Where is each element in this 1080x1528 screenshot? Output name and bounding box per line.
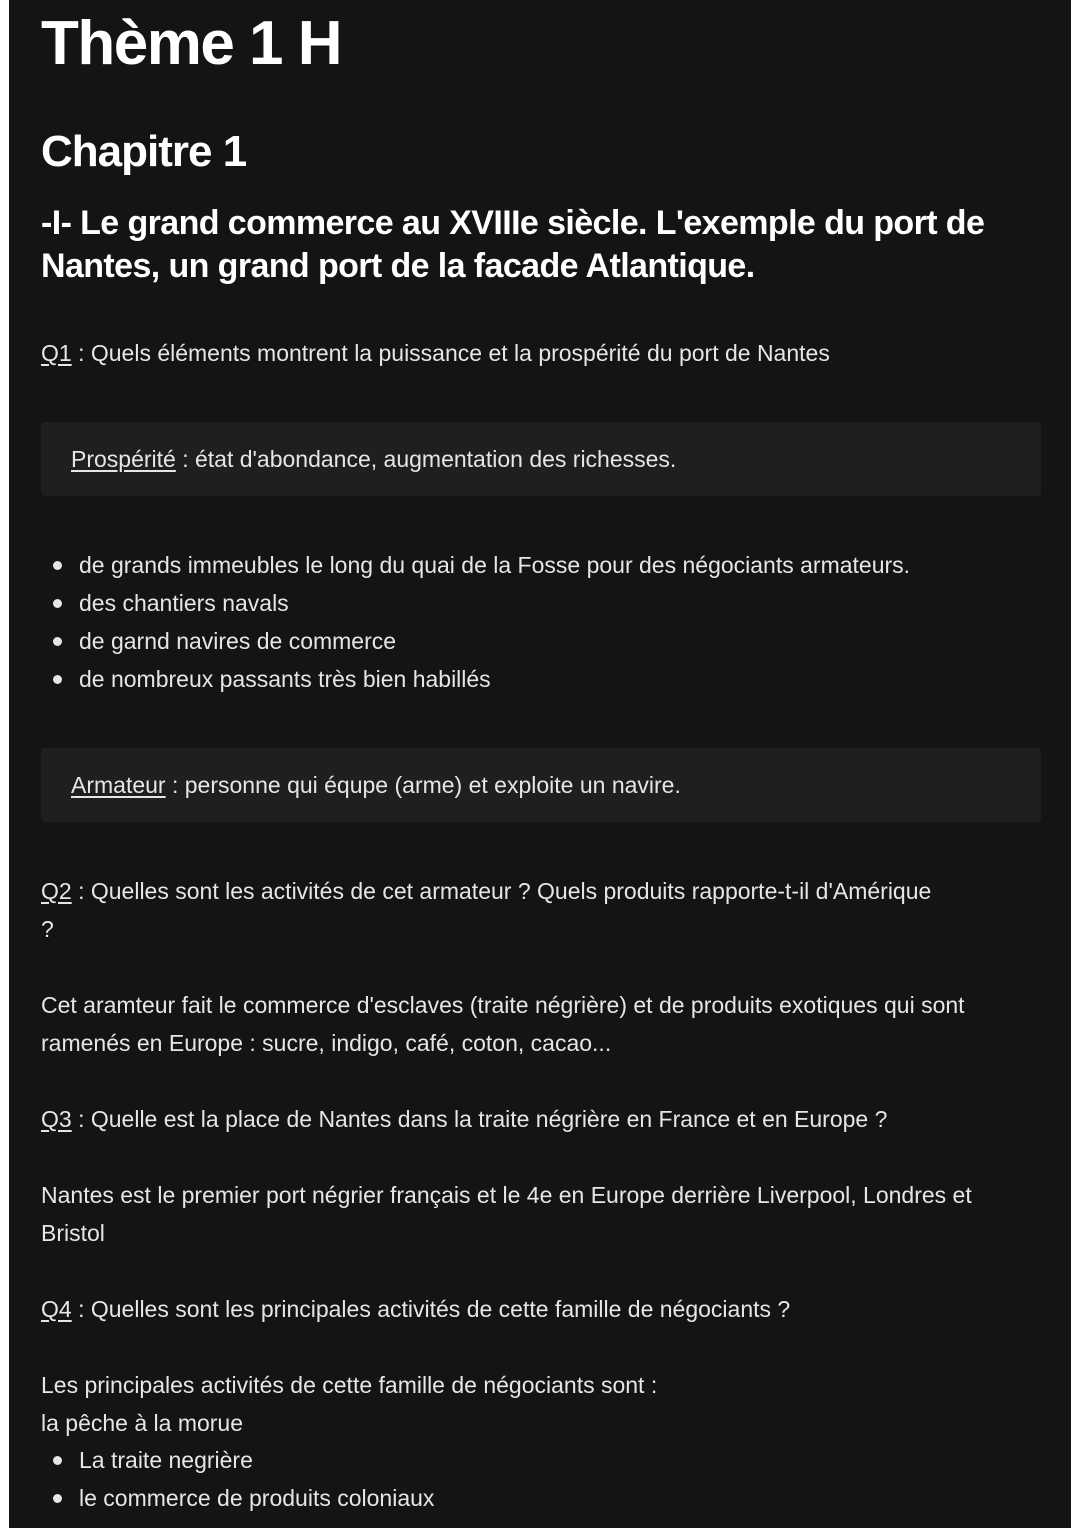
section-heading: -I- Le grand commerce au XVIIIe siècle. L'exemple du port de Nantes, un grand port de la facade Atlantique. [41,204,985,285]
question-3-answer: Nantes est le premier port négrier français et le 4e en Europe derrière Liverpool, Londres et Bristol [41,1182,972,1246]
definition-term: Prospérité [71,446,176,472]
question-1-ref: Q1 [41,340,72,366]
list-item: des chantiers navals [49,584,1059,622]
question-2 [41,872,941,948]
chapter-heading: Chapitre 1 [41,127,247,176]
definition-callout-armateur [41,748,1041,822]
question-2-ref: Q2 [41,878,72,904]
list-item: de grands immeubles le long du quai de la Fosse pour des négociants armateurs. [49,546,1059,584]
question-1 [41,334,1041,372]
list-item: de garnd navires de commerce [49,622,1059,660]
definition-callout-prosperite [41,422,1041,496]
list-item: de nombreux passants très bien habillés [49,660,1059,698]
question-4-text: : Quelles sont les principales activités de cette famille de négociants ? [71,1296,791,1322]
question-4-answer-line: la pêche à la morue [41,1410,244,1436]
question-1-text: : Quels éléments montrent la puissance et la prospérité du port de Nantes [71,340,830,366]
question-2-answer: Cet aramteur fait le commerce d'esclaves (traite négrière) et de produits exotiques qui sont ramenés en Europe : sucre, indigo, café, coton, cacao... [41,992,965,1056]
question-4 [41,1290,1041,1328]
question-3-text: : Quelle est la place de Nantes dans la traite négrière en France et en Europe ? [71,1106,888,1132]
definition-text: : état d'abondance, augmentation des richesses. [175,446,677,472]
list-item: le commerce de produits coloniaux [49,1479,1059,1517]
page-title: Thème 1 H [41,9,342,78]
question-3 [41,1100,1041,1138]
question-2-text: : Quelles sont les activités de cet armateur ? Quels produits rapporte-t-il d'Amérique ? [41,878,932,942]
list-item: La traite negrière [49,1441,1059,1479]
question-4-answer-intro: Les principales activités de cette famille de négociants sont : [41,1372,658,1398]
definition-term: Armateur [71,772,166,798]
question-1-answer-list [49,546,1059,698]
document-page [9,0,1071,1528]
question-4-answer-list [49,1441,1059,1517]
question-4-ref: Q4 [41,1296,72,1322]
definition-text: : personne qui équpe (arme) et exploite un navire. [165,772,681,798]
question-3-ref: Q3 [41,1106,72,1132]
